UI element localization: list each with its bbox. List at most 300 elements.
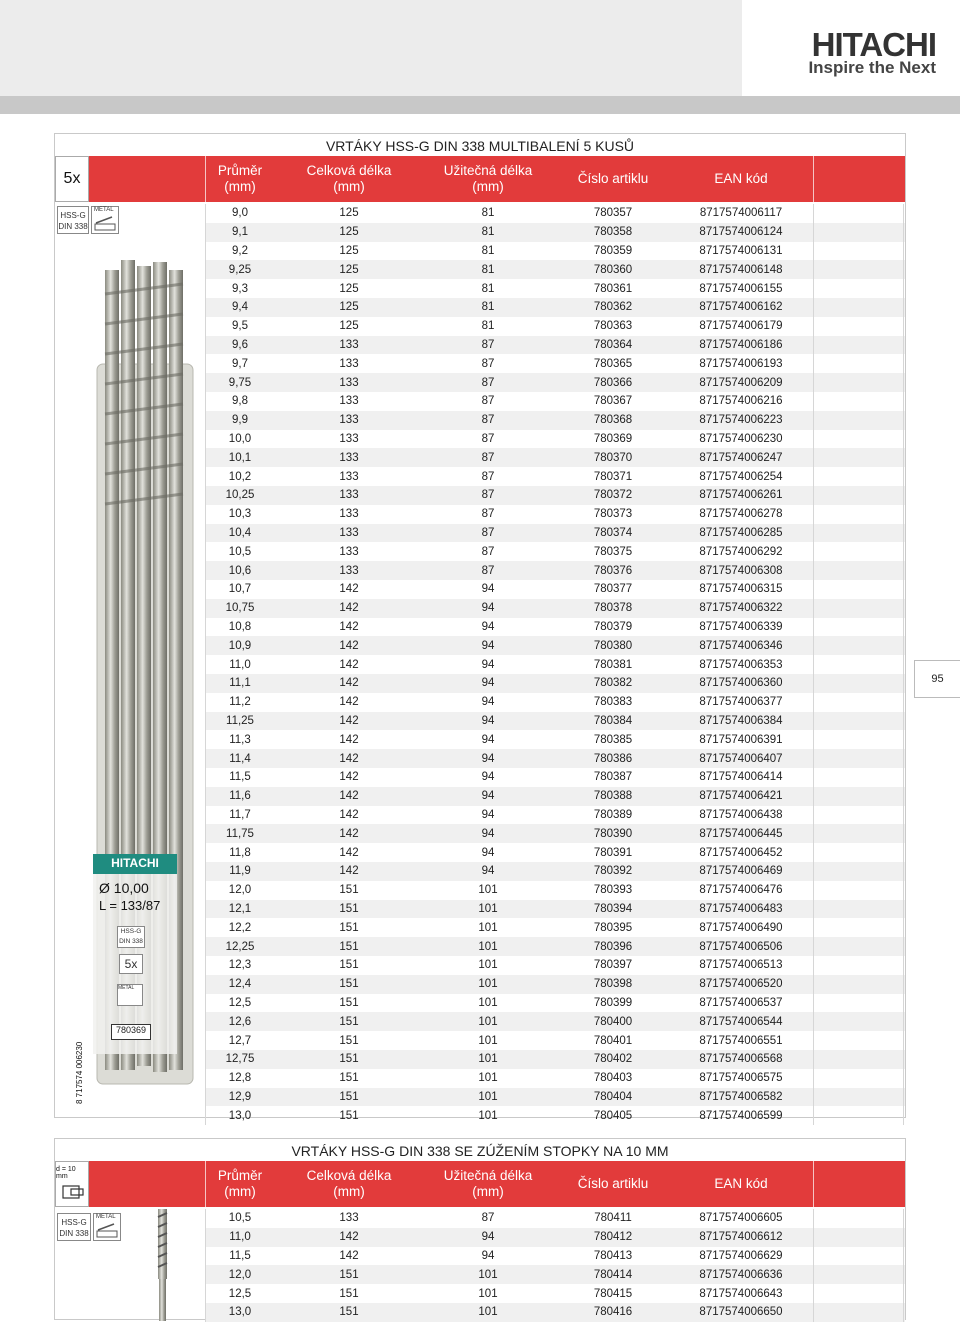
cell-ean: 8717574006575 [699, 1072, 783, 1085]
cell-ean: 8717574006117 [699, 207, 783, 220]
cell-total-length: 142 [339, 1249, 359, 1262]
table-row [205, 618, 905, 637]
cell-ean: 8717574006186 [699, 338, 783, 351]
table-row [205, 994, 905, 1013]
cell-total-length: 125 [339, 282, 359, 295]
cell-total-length: 151 [339, 1306, 359, 1319]
cell-article: 780388 [593, 790, 633, 803]
table-row [205, 279, 905, 298]
package-material-badge: HSS-G DIN 338 [117, 926, 145, 948]
cell-diameter: 11,0 [229, 1231, 251, 1244]
table-row [205, 900, 905, 919]
cell-ean: 8717574006391 [699, 733, 783, 746]
cell-ean: 8717574006490 [699, 921, 783, 934]
cell-working-length: 101 [478, 996, 498, 1009]
table-row [205, 1106, 905, 1125]
cell-diameter: 9,1 [232, 226, 248, 239]
cell-total-length: 142 [339, 752, 359, 765]
cell-article: 780375 [593, 545, 633, 558]
table-row [205, 975, 905, 994]
col-working-length: Užitečná délka (mm) [443, 1168, 533, 1199]
cell-ean: 8717574006261 [699, 489, 783, 502]
cell-ean: 8717574006636 [699, 1268, 783, 1281]
grid-line [903, 1209, 904, 1322]
cell-working-length: 87 [481, 545, 495, 558]
grid-line [813, 1209, 814, 1322]
cell-total-length: 142 [339, 583, 359, 596]
table-row [205, 1284, 905, 1303]
cell-total-length: 142 [339, 658, 359, 671]
cell-ean: 8717574006599 [699, 1109, 783, 1122]
cell-working-length: 101 [478, 1090, 498, 1103]
grid-line [813, 204, 814, 1125]
cell-diameter: 10,0 [228, 432, 252, 445]
cell-diameter: 9,9 [232, 414, 248, 427]
cell-total-length: 133 [339, 545, 359, 558]
cell-working-length: 94 [481, 620, 495, 633]
cell-working-length: 87 [481, 432, 495, 445]
cell-ean: 8717574006520 [699, 978, 783, 991]
cell-article: 780387 [593, 771, 633, 784]
cell-diameter: 10,1 [228, 451, 252, 464]
cell-ean: 8717574006193 [699, 357, 783, 370]
cell-article: 780384 [593, 714, 633, 727]
cell-working-length: 101 [478, 1306, 498, 1319]
table-row [205, 768, 905, 787]
table-row [205, 1265, 905, 1284]
table-row [205, 505, 905, 524]
cell-working-length: 87 [481, 357, 495, 370]
table-row [205, 223, 905, 242]
cell-article: 780374 [593, 526, 633, 539]
table-row [205, 1303, 905, 1322]
cell-ean: 8717574006476 [699, 884, 783, 897]
cell-diameter: 11,0 [229, 658, 251, 671]
cell-ean: 8717574006230 [699, 432, 783, 445]
col-total-length: Celková délka (mm) [306, 163, 392, 194]
table-row [205, 542, 905, 561]
cell-article: 780362 [593, 301, 633, 314]
col-ean: EAN kód [714, 1176, 768, 1191]
cell-ean: 8717574006469 [699, 865, 783, 878]
cell-diameter: 9,4 [232, 301, 248, 314]
cell-diameter: 9,7 [232, 357, 248, 370]
header-separator [205, 156, 206, 202]
cell-article: 780361 [593, 282, 633, 295]
cell-diameter: 11,5 [229, 1249, 251, 1262]
table-row [205, 881, 905, 900]
cell-ean: 8717574006131 [699, 244, 783, 257]
col-working-length: Užitečná délka (mm) [443, 163, 533, 194]
cell-diameter: 11,5 [229, 771, 251, 784]
cell-article: 780399 [593, 996, 633, 1009]
brand-logo: HITACHI [811, 26, 936, 63]
cell-working-length: 94 [481, 1231, 495, 1244]
cell-article: 780379 [593, 620, 633, 633]
cell-diameter: 10,9 [228, 639, 252, 652]
cell-working-length: 94 [481, 1249, 495, 1262]
multipack-product-photo [91, 254, 201, 1094]
cell-diameter: 11,2 [229, 696, 251, 709]
grid-line [903, 204, 904, 1125]
cell-total-length: 151 [339, 1015, 359, 1028]
metal-badge: METAL [93, 1213, 121, 1241]
cell-diameter: 10,6 [228, 564, 252, 577]
cell-diameter: 10,5 [228, 1212, 252, 1225]
cell-ean: 8717574006360 [699, 677, 783, 690]
col-article: Číslo artiklu [577, 171, 649, 186]
cell-working-length: 94 [481, 714, 495, 727]
cell-working-length: 94 [481, 846, 495, 859]
package-brand: HITACHI [111, 856, 159, 870]
table-row [205, 373, 905, 392]
cell-working-length: 94 [481, 602, 495, 615]
cell-total-length: 142 [339, 1231, 359, 1244]
cell-total-length: 151 [339, 1034, 359, 1047]
reduced-shank-drill-photo [153, 1209, 173, 1321]
cell-total-length: 142 [339, 639, 359, 652]
cell-diameter: 12,0 [228, 884, 252, 897]
cell-ean: 8717574006339 [699, 620, 783, 633]
cell-total-length: 151 [339, 884, 359, 897]
package-barcode: 8 717574 006230 [75, 1041, 84, 1104]
cell-total-length: 133 [339, 338, 359, 351]
cell-working-length: 87 [481, 376, 495, 389]
cell-article: 780397 [593, 959, 633, 972]
cell-total-length: 142 [339, 620, 359, 633]
table-row [205, 524, 905, 543]
cell-working-length: 81 [481, 244, 495, 257]
table-row [205, 1228, 905, 1247]
cell-ean: 8717574006209 [699, 376, 783, 389]
cell-total-length: 142 [339, 865, 359, 878]
cell-diameter: 11,25 [226, 714, 254, 727]
cell-article: 780366 [593, 376, 633, 389]
col-diameter: Průměr (mm) [217, 163, 263, 194]
table-row [205, 204, 905, 223]
cell-working-length: 87 [481, 470, 495, 483]
cell-article: 780402 [593, 1053, 633, 1066]
cell-article: 780400 [593, 1015, 633, 1028]
cell-article: 780368 [593, 414, 633, 427]
cell-ean: 8717574006216 [699, 395, 783, 408]
table-row [205, 1088, 905, 1107]
cell-ean: 8717574006612 [699, 1231, 783, 1244]
cell-article: 780415 [593, 1287, 633, 1300]
brand-tagline: Inspire the Next [808, 58, 936, 77]
page-number: 95 [914, 660, 960, 698]
cell-total-length: 142 [339, 714, 359, 727]
table-row [205, 1209, 905, 1228]
table-row [205, 636, 905, 655]
cell-total-length: 133 [339, 395, 359, 408]
cell-diameter: 11,7 [229, 808, 251, 821]
metal-icon [94, 216, 116, 232]
cell-ean: 8717574006568 [699, 1053, 783, 1066]
material-badge: HSS-G DIN 338 [57, 1213, 91, 1241]
col-article: Číslo artiklu [577, 1176, 649, 1191]
cell-total-length: 142 [339, 827, 359, 840]
package-metal-badge: METAL [117, 984, 143, 1006]
cell-ean: 8717574006452 [699, 846, 783, 859]
cell-total-length: 133 [339, 376, 359, 389]
table-row [205, 392, 905, 411]
header-separator [813, 1161, 814, 1207]
cell-diameter: 10,7 [228, 583, 252, 596]
cell-total-length: 133 [339, 414, 359, 427]
cell-diameter: 12,4 [228, 978, 252, 991]
section-title: VRTÁKY HSS-G DIN 338 MULTIBALENÍ 5 KUSŮ [325, 138, 635, 154]
cell-diameter: 10,25 [225, 489, 255, 502]
cell-working-length: 87 [481, 489, 495, 502]
cell-diameter: 12,2 [228, 921, 252, 934]
cell-ean: 8717574006407 [699, 752, 783, 765]
cell-ean: 8717574006308 [699, 564, 783, 577]
cell-ean: 8717574006148 [699, 263, 783, 276]
cell-diameter: 10,5 [228, 545, 252, 558]
table-row [205, 1012, 905, 1031]
cell-ean: 8717574006421 [699, 790, 783, 803]
table-header [55, 1161, 905, 1207]
header-divider-bar [0, 96, 960, 114]
table-row [205, 411, 905, 430]
cell-total-length: 133 [339, 1212, 359, 1225]
cell-total-length: 133 [339, 508, 359, 521]
cell-diameter: 10,75 [225, 602, 255, 615]
cell-article: 780364 [593, 338, 633, 351]
cell-working-length: 94 [481, 771, 495, 784]
cell-working-length: 81 [481, 207, 495, 220]
cell-working-length: 101 [478, 978, 498, 991]
cell-diameter: 11,75 [226, 827, 254, 840]
cell-ean: 8717574006643 [699, 1287, 783, 1300]
reduced-shank-icon [59, 1180, 85, 1202]
cell-ean: 8717574006124 [699, 226, 783, 239]
table-row [205, 242, 905, 261]
cell-article: 780394 [593, 902, 633, 915]
cell-article: 780359 [593, 244, 633, 257]
cell-article: 780377 [593, 583, 633, 596]
cell-article: 780404 [593, 1090, 633, 1103]
cell-article: 780401 [593, 1034, 633, 1047]
cell-article: 780416 [593, 1306, 633, 1319]
cell-article: 780411 [594, 1212, 632, 1225]
cell-article: 780365 [593, 357, 633, 370]
cell-total-length: 133 [339, 451, 359, 464]
cell-working-length: 81 [481, 226, 495, 239]
cell-working-length: 94 [481, 658, 495, 671]
cell-ean: 8717574006438 [699, 808, 783, 821]
cell-working-length: 94 [481, 677, 495, 690]
cell-ean: 8717574006315 [699, 583, 783, 596]
table-row [205, 486, 905, 505]
cell-article: 780358 [593, 226, 633, 239]
cell-working-length: 87 [481, 414, 495, 427]
cell-working-length: 94 [481, 865, 495, 878]
cell-working-length: 94 [481, 752, 495, 765]
table-row [205, 467, 905, 486]
cell-diameter: 11,4 [229, 752, 251, 765]
cell-diameter: 11,9 [229, 865, 251, 878]
cell-ean: 8717574006322 [699, 602, 783, 615]
metal-badge: METAL [91, 206, 119, 234]
cell-ean: 8717574006377 [699, 696, 783, 709]
cell-total-length: 125 [339, 320, 359, 333]
cell-total-length: 151 [339, 978, 359, 991]
cell-article: 780373 [593, 508, 633, 521]
package-diameter: Ø 10,00 [99, 880, 149, 896]
cell-article: 780414 [593, 1268, 633, 1281]
cell-total-length: 151 [339, 1287, 359, 1300]
cell-article: 780381 [593, 658, 633, 671]
cell-working-length: 81 [481, 282, 495, 295]
cell-article: 780385 [593, 733, 633, 746]
package-length: L = 133/87 [99, 898, 161, 913]
cell-total-length: 151 [339, 940, 359, 953]
cell-ean: 8717574006384 [699, 714, 783, 727]
cell-article: 780360 [593, 263, 633, 276]
cell-ean: 8717574006483 [699, 902, 783, 915]
cell-total-length: 133 [339, 526, 359, 539]
table-row [205, 843, 905, 862]
cell-diameter: 9,75 [228, 376, 252, 389]
pack-quantity-label: 5x [55, 156, 89, 202]
cell-working-length: 94 [481, 827, 495, 840]
cell-working-length: 87 [481, 508, 495, 521]
cell-diameter: 9,8 [232, 395, 248, 408]
cell-total-length: 142 [339, 846, 359, 859]
cell-article: 780380 [593, 639, 633, 652]
cell-total-length: 151 [339, 902, 359, 915]
header-separator [205, 1161, 206, 1207]
cell-article: 780382 [593, 677, 633, 690]
shank-icon-box: d = 10 mm [55, 1161, 89, 1207]
package-quantity: 5x [119, 954, 143, 974]
cell-diameter: 12,1 [228, 902, 252, 915]
cell-working-length: 87 [481, 564, 495, 577]
cell-working-length: 101 [478, 1015, 498, 1028]
cell-article: 780392 [593, 865, 633, 878]
cell-article: 780395 [593, 921, 633, 934]
cell-ean: 8717574006278 [699, 508, 783, 521]
cell-article: 780357 [593, 207, 633, 220]
multipack-table-section [54, 133, 906, 1122]
cell-working-length: 87 [481, 395, 495, 408]
cell-ean: 8717574006179 [699, 320, 783, 333]
table-row [205, 655, 905, 674]
cell-total-length: 151 [339, 996, 359, 1009]
cell-article: 780367 [593, 395, 633, 408]
table-row [205, 1050, 905, 1069]
cell-diameter: 10,8 [228, 620, 252, 633]
cell-total-length: 151 [339, 1072, 359, 1085]
table-row [205, 260, 905, 279]
cell-diameter: 9,0 [232, 207, 248, 220]
table-row [205, 1069, 905, 1088]
cell-diameter: 12,0 [228, 1268, 252, 1281]
cell-diameter: 11,8 [229, 846, 251, 859]
cell-total-length: 142 [339, 602, 359, 615]
cell-total-length: 125 [339, 244, 359, 257]
table-row [205, 317, 905, 336]
material-badge: HSS-G DIN 338 [57, 206, 89, 234]
cell-ean: 8717574006292 [699, 545, 783, 558]
cell-article: 780391 [593, 846, 633, 859]
cell-diameter: 9,2 [232, 244, 248, 257]
table-header [55, 156, 905, 202]
table-row [205, 918, 905, 937]
cell-working-length: 81 [481, 320, 495, 333]
cell-article: 780376 [593, 564, 633, 577]
cell-ean: 8717574006544 [699, 1015, 783, 1028]
cell-ean: 8717574006551 [699, 1034, 783, 1047]
cell-article: 780398 [593, 978, 633, 991]
cell-article: 780371 [593, 470, 633, 483]
cell-total-length: 125 [339, 207, 359, 220]
cell-total-length: 142 [339, 808, 359, 821]
cell-ean: 8717574006223 [699, 414, 783, 427]
cell-total-length: 133 [339, 357, 359, 370]
table-row [205, 787, 905, 806]
cell-diameter: 11,6 [229, 790, 251, 803]
cell-working-length: 87 [481, 451, 495, 464]
cell-article: 780383 [593, 696, 633, 709]
cell-ean: 8717574006162 [699, 301, 783, 314]
cell-working-length: 81 [481, 301, 495, 314]
cell-total-length: 142 [339, 771, 359, 784]
table-row [205, 561, 905, 580]
cell-diameter: 12,5 [228, 1287, 252, 1300]
cell-working-length: 94 [481, 808, 495, 821]
grid-line [205, 1209, 206, 1322]
table-row [205, 749, 905, 768]
table-row [205, 336, 905, 355]
cell-total-length: 125 [339, 301, 359, 314]
table-row [205, 430, 905, 449]
cell-ean: 8717574006582 [699, 1090, 783, 1103]
cell-ean: 8717574006513 [699, 959, 783, 972]
cell-working-length: 101 [478, 940, 498, 953]
cell-ean: 8717574006155 [699, 282, 783, 295]
cell-ean: 8717574006650 [699, 1306, 783, 1319]
table-row [205, 580, 905, 599]
cell-ean: 8717574006506 [699, 940, 783, 953]
table-row [205, 712, 905, 731]
cell-working-length: 94 [481, 790, 495, 803]
cell-diameter: 12,6 [228, 1015, 252, 1028]
cell-ean: 8717574006254 [699, 470, 783, 483]
cell-ean: 8717574006353 [699, 658, 783, 671]
cell-ean: 8717574006414 [699, 771, 783, 784]
cell-article: 780386 [593, 752, 633, 765]
cell-working-length: 94 [481, 696, 495, 709]
col-ean: EAN kód [714, 171, 768, 186]
cell-ean: 8717574006247 [699, 451, 783, 464]
cell-diameter: 9,3 [232, 282, 248, 295]
cell-article: 780389 [593, 808, 633, 821]
cell-article: 780369 [593, 432, 633, 445]
table-row [205, 956, 905, 975]
cell-working-length: 101 [478, 1034, 498, 1047]
cell-total-length: 133 [339, 470, 359, 483]
cell-diameter: 12,5 [228, 996, 252, 1009]
cell-diameter: 9,25 [228, 263, 252, 276]
cell-ean: 8717574006445 [699, 827, 783, 840]
cell-diameter: 10,3 [228, 508, 252, 521]
cell-working-length: 101 [478, 1053, 498, 1066]
cell-ean: 8717574006605 [699, 1212, 783, 1225]
cell-ean: 8717574006346 [699, 639, 783, 652]
